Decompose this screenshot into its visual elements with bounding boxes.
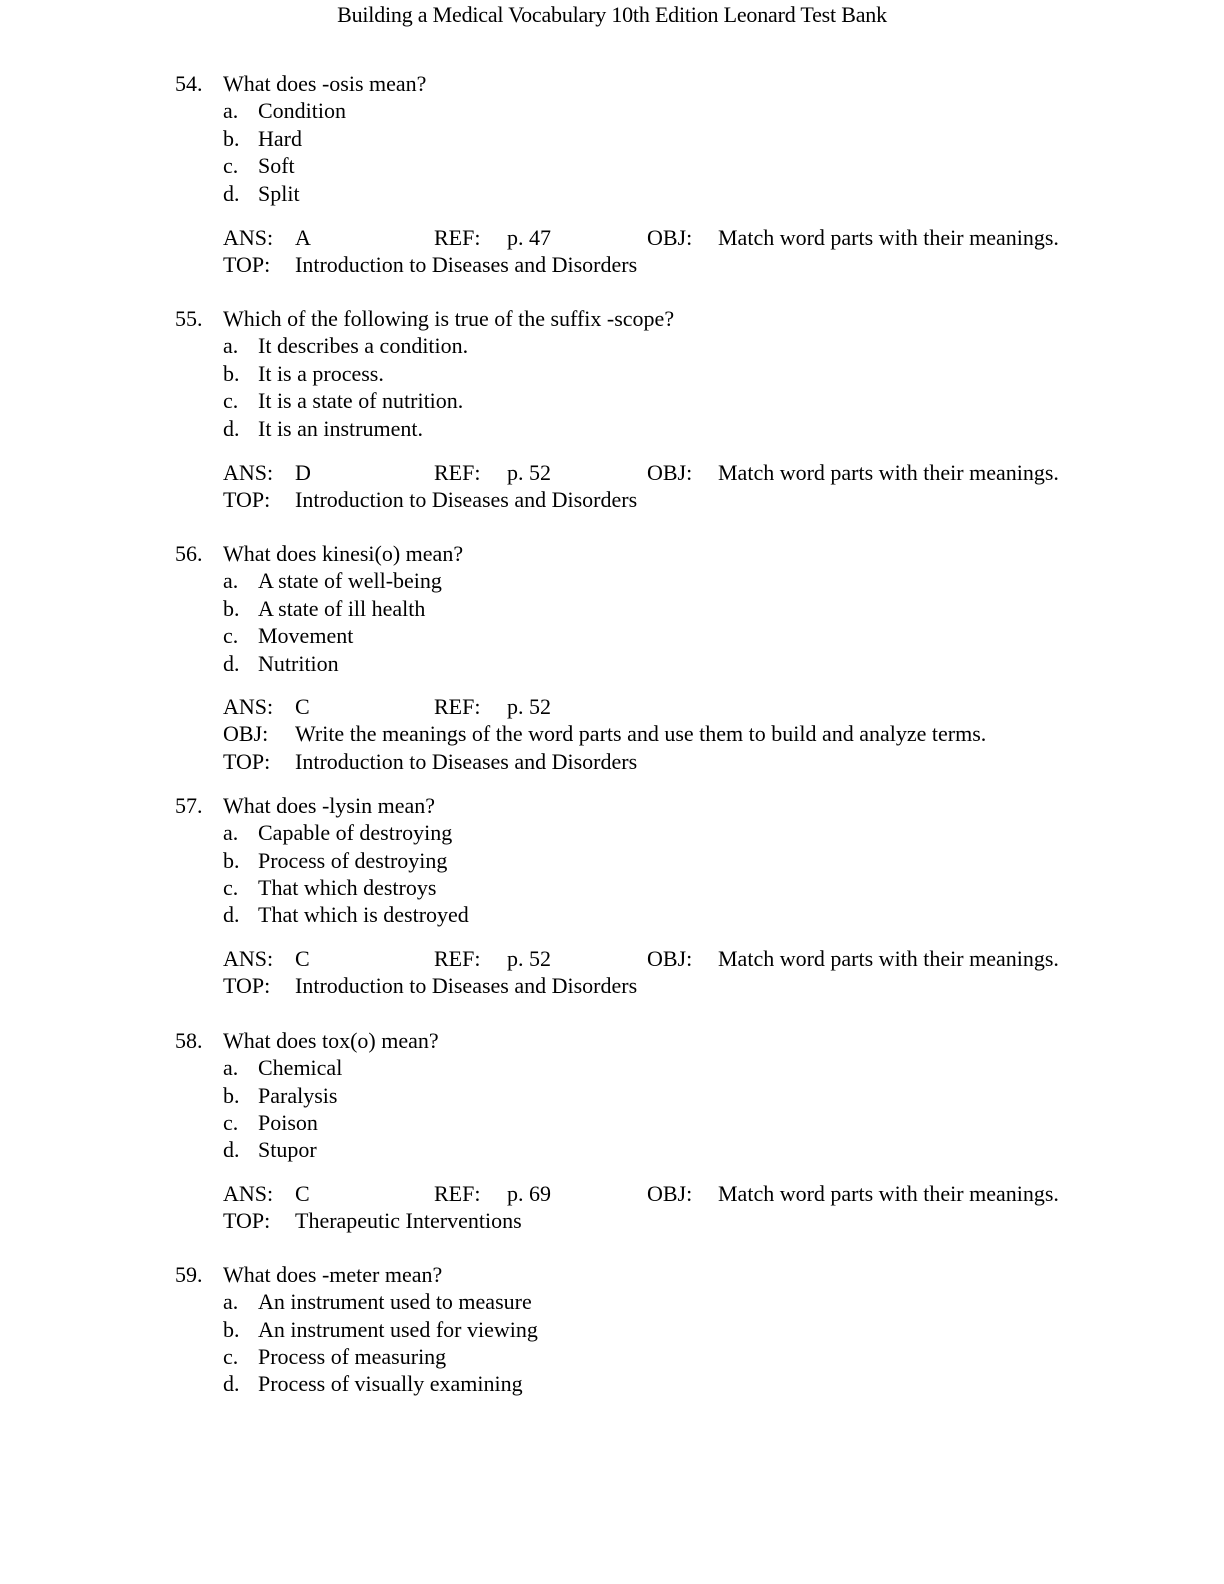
question-number: 59.: [175, 1262, 203, 1287]
ref-value: p. 69: [507, 1181, 551, 1206]
option-letter: b.: [223, 1083, 240, 1108]
ref-value: p. 47: [507, 225, 551, 250]
question-number: 58.: [175, 1028, 203, 1053]
option-text: It is a process.: [258, 361, 384, 386]
option-c: [0, 622, 1224, 649]
answer-meta-row: [0, 1180, 1224, 1207]
option-b: [0, 1316, 1224, 1343]
question-text: What does -lysin mean?: [223, 793, 435, 818]
option-a: [0, 819, 1224, 846]
option-letter: b.: [223, 126, 240, 151]
option-b: [0, 847, 1224, 874]
ref-label: REF:: [434, 460, 481, 485]
question-number: 55.: [175, 306, 203, 331]
option-letter: d.: [223, 181, 240, 206]
ref-label: REF:: [434, 225, 481, 250]
answer-meta-row: [0, 459, 1224, 486]
option-text: It is a state of nutrition.: [258, 388, 464, 413]
ans-value: C: [295, 694, 310, 719]
option-text: Movement: [258, 623, 354, 648]
topic-row: [0, 486, 1224, 513]
question-text: What does -osis mean?: [223, 71, 427, 96]
option-text: Poison: [258, 1110, 318, 1135]
option-letter: d.: [223, 416, 240, 441]
option-letter: c.: [223, 388, 239, 413]
question-stem: [0, 1027, 1224, 1054]
option-b: [0, 125, 1224, 152]
option-b: [0, 595, 1224, 622]
option-c: [0, 152, 1224, 179]
option-letter: b.: [223, 361, 240, 386]
top-value: Introduction to Diseases and Disorders: [295, 487, 638, 512]
option-a: [0, 332, 1224, 359]
answer-meta-row: [0, 945, 1224, 972]
option-letter: d.: [223, 902, 240, 927]
obj-value: Match word parts with their meanings.: [718, 460, 1059, 485]
ref-label: REF:: [434, 1181, 481, 1206]
obj-label: OBJ:: [647, 946, 693, 971]
option-text: Condition: [258, 98, 347, 123]
option-c: [0, 1343, 1224, 1370]
option-text: A state of well-being: [258, 568, 442, 593]
option-text: Nutrition: [258, 651, 339, 676]
option-a: [0, 97, 1224, 124]
top-label: TOP:: [223, 749, 271, 774]
option-d: [0, 180, 1224, 207]
option-d: [0, 1136, 1224, 1163]
question-stem: [0, 1261, 1224, 1288]
ans-label: ANS:: [223, 946, 274, 971]
question-text: What does -meter mean?: [223, 1262, 443, 1287]
option-a: [0, 1054, 1224, 1081]
option-letter: d.: [223, 651, 240, 676]
top-label: TOP:: [223, 973, 271, 998]
option-b: [0, 1082, 1224, 1109]
option-text: Stupor: [258, 1137, 317, 1162]
option-letter: d.: [223, 1371, 240, 1396]
option-letter: a.: [223, 1289, 239, 1314]
top-label: TOP:: [223, 1208, 271, 1233]
ans-value: A: [295, 225, 311, 250]
option-letter: d.: [223, 1137, 240, 1162]
option-d: [0, 415, 1224, 442]
ref-value: p. 52: [507, 460, 551, 485]
option-text: It describes a condition.: [258, 333, 469, 358]
ans-label: ANS:: [223, 694, 274, 719]
option-a: [0, 1288, 1224, 1315]
ans-value: C: [295, 946, 310, 971]
option-text: Capable of destroying: [258, 820, 453, 845]
option-b: [0, 360, 1224, 387]
ans-label: ANS:: [223, 1181, 274, 1206]
question-text: What does kinesi(o) mean?: [223, 541, 464, 566]
option-letter: b.: [223, 848, 240, 873]
question-text: Which of the following is true of the suffix -scope?: [223, 306, 675, 331]
top-value: Therapeutic Interventions: [295, 1208, 522, 1233]
ans-value: C: [295, 1181, 310, 1206]
option-text: Paralysis: [258, 1083, 338, 1108]
top-label: TOP:: [223, 487, 271, 512]
option-letter: a.: [223, 820, 239, 845]
option-d: [0, 1370, 1224, 1397]
top-label: TOP:: [223, 252, 271, 277]
topic-row: [0, 1207, 1224, 1234]
option-c: [0, 874, 1224, 901]
obj-label: OBJ:: [647, 460, 693, 485]
option-text: It is an instrument.: [258, 416, 423, 441]
option-letter: c.: [223, 1110, 239, 1135]
option-text: That which is destroyed: [258, 902, 469, 927]
option-text: An instrument used for viewing: [258, 1317, 538, 1342]
ref-value: p. 52: [507, 694, 551, 719]
option-letter: a.: [223, 1055, 239, 1080]
option-letter: a.: [223, 98, 239, 123]
option-text: A state of ill health: [258, 596, 426, 621]
top-value: Introduction to Diseases and Disorders: [295, 973, 638, 998]
option-letter: a.: [223, 568, 239, 593]
ref-label: REF:: [434, 694, 481, 719]
option-letter: c.: [223, 1344, 239, 1369]
option-letter: c.: [223, 153, 239, 178]
option-letter: a.: [223, 333, 239, 358]
answer-meta-row: [0, 224, 1224, 251]
option-text: Process of measuring: [258, 1344, 447, 1369]
obj-label: OBJ:: [647, 225, 693, 250]
option-text: Process of visually examining: [258, 1371, 523, 1396]
option-a: [0, 567, 1224, 594]
question-text: What does tox(o) mean?: [223, 1028, 439, 1053]
topic-row: [0, 748, 1224, 775]
obj-value: Match word parts with their meanings.: [718, 225, 1059, 250]
question-stem: [0, 70, 1224, 97]
ans-value: D: [295, 460, 311, 485]
obj-label: OBJ:: [223, 721, 269, 746]
top-value: Introduction to Diseases and Disorders: [295, 252, 638, 277]
answer-meta-row: [0, 693, 1224, 720]
question-number: 57.: [175, 793, 203, 818]
question-stem: [0, 540, 1224, 567]
question-stem: [0, 792, 1224, 819]
top-value: Introduction to Diseases and Disorders: [295, 749, 638, 774]
topic-row: [0, 251, 1224, 278]
question-number: 56.: [175, 541, 203, 566]
obj-label: OBJ:: [647, 1181, 693, 1206]
option-text: That which destroys: [258, 875, 437, 900]
ans-label: ANS:: [223, 225, 274, 250]
ans-label: ANS:: [223, 460, 274, 485]
option-c: [0, 387, 1224, 414]
option-d: [0, 650, 1224, 677]
obj-value: Match word parts with their meanings.: [718, 946, 1059, 971]
option-text: Soft: [258, 153, 295, 178]
option-d: [0, 901, 1224, 928]
option-text: Split: [258, 181, 300, 206]
option-text: Process of destroying: [258, 848, 448, 873]
obj-value: Write the meanings of the word parts and use them to build and analyze terms.: [295, 721, 987, 746]
objective-row: [0, 720, 1224, 747]
topic-row: [0, 972, 1224, 999]
option-text: Hard: [258, 126, 302, 151]
question-number: 54.: [175, 71, 203, 96]
option-text: An instrument used to measure: [258, 1289, 532, 1314]
option-c: [0, 1109, 1224, 1136]
ref-value: p. 52: [507, 946, 551, 971]
option-letter: c.: [223, 875, 239, 900]
obj-value: Match word parts with their meanings.: [718, 1181, 1059, 1206]
option-letter: b.: [223, 1317, 240, 1342]
ref-label: REF:: [434, 946, 481, 971]
option-letter: c.: [223, 623, 239, 648]
document-header: Building a Medical Vocabulary 10th Edition Leonard Test Bank: [337, 2, 887, 27]
option-text: Chemical: [258, 1055, 343, 1080]
option-letter: b.: [223, 596, 240, 621]
question-stem: [0, 305, 1224, 332]
